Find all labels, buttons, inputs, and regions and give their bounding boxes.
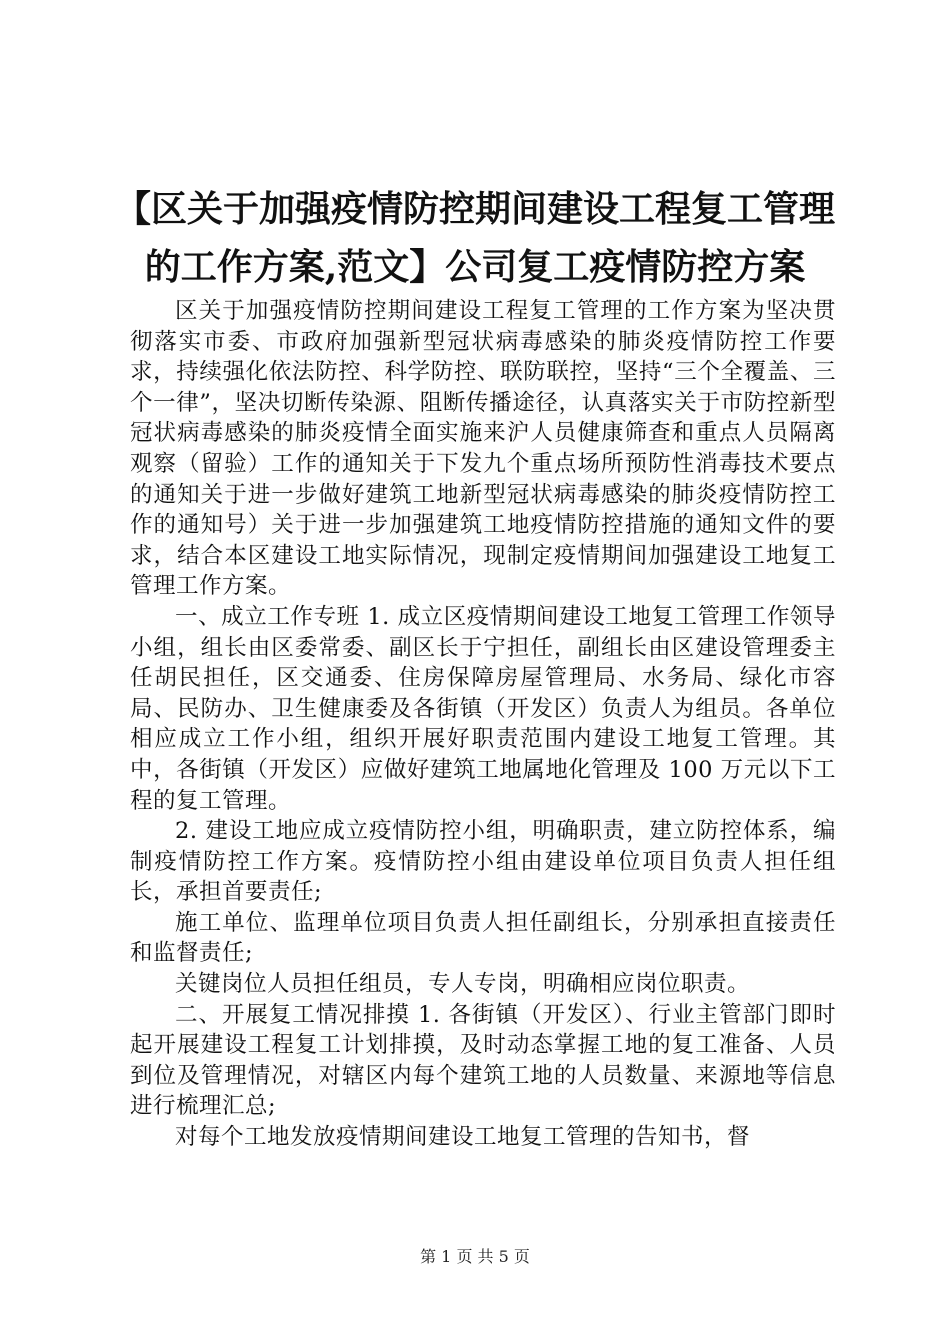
page-number-footer: 第 1 页 共 5 页 <box>420 1247 530 1266</box>
document-body <box>130 296 836 1153</box>
paragraph-notice: 对每个工地发放疫情期间建设工地复工管理的告知书，督 <box>175 1124 751 1151</box>
paragraph-members: 关键岗位人员担任组员，专人专岗，明确相应岗位职责。 <box>175 971 751 998</box>
paragraph-section-1: 一、成立工作专班 1. 成立区疫情期间建设工地复工管理工作领导小组，组长由区委常委、副区长于宁担任，副组长由区建设管理委主任胡民担任，区交通委、住房保障房屋管理局、水务局、绿化市容局、民防办、卫生健康委及各街镇（开发区）负责人为组员。各单位相应成立工作小组，组织开展好职责范围内建设工地复工管理。其中，各街镇（开发区）应做好建筑工地属地化管理及 100 万元以下工程的复工管理。 <box>130 603 836 814</box>
paragraph-intro: 区关于加强疫情防控期间建设工程复工管理的工作方案为坚决贯彻落实市委、市政府加强新型冠状病毒感染的肺炎疫情防控工作要求，持续强化依法防控、科学防控、联防联控，坚持“三个全覆盖、三个一律”，坚决切断传染源、阻断传播途径，认真落实关于市防控新型冠状病毒感染的肺炎疫情全面实施来沪人员健康筛查和重点人员隔离观察（留验）工作的通知关于下发九个重点场所预防性消毒技术要点的通知关于进一步做好建筑工地新型冠状病毒感染的肺炎疫情防控工作的通知号）关于进一步加强建筑工地疫情防控措施的通知文件的要求，结合本区建设工地实际情况，现制定疫情期间加强建设工地复工管理工作方案。 <box>130 298 836 600</box>
paragraph-item-2: 2. 建设工地应成立疫情防控小组，明确职责，建立防控体系，编制疫情防控工作方案。疫情防控小组由建设单位项目负责人担任组长，承担首要责任; <box>130 818 836 906</box>
document-title: 【区关于加强疫情防控期间建设工程复工管理的工作方案,范文】公司复工疫情防控方案 <box>114 188 835 288</box>
paragraph-section-2: 二、开展复工情况排摸 1. 各街镇（开发区）、行业主管部门即时起开展建设工程复工计划排摸，及时动态掌握工地的复工准备、人员到位及管理情况，对辖区内每个建筑工地的人员数量、来源地等信息进行梳理汇总; <box>130 1001 836 1120</box>
paragraph-deputy: 施工单位、监理单位项目负责人担任副组长，分别承担直接责任和监督责任; <box>130 909 836 967</box>
